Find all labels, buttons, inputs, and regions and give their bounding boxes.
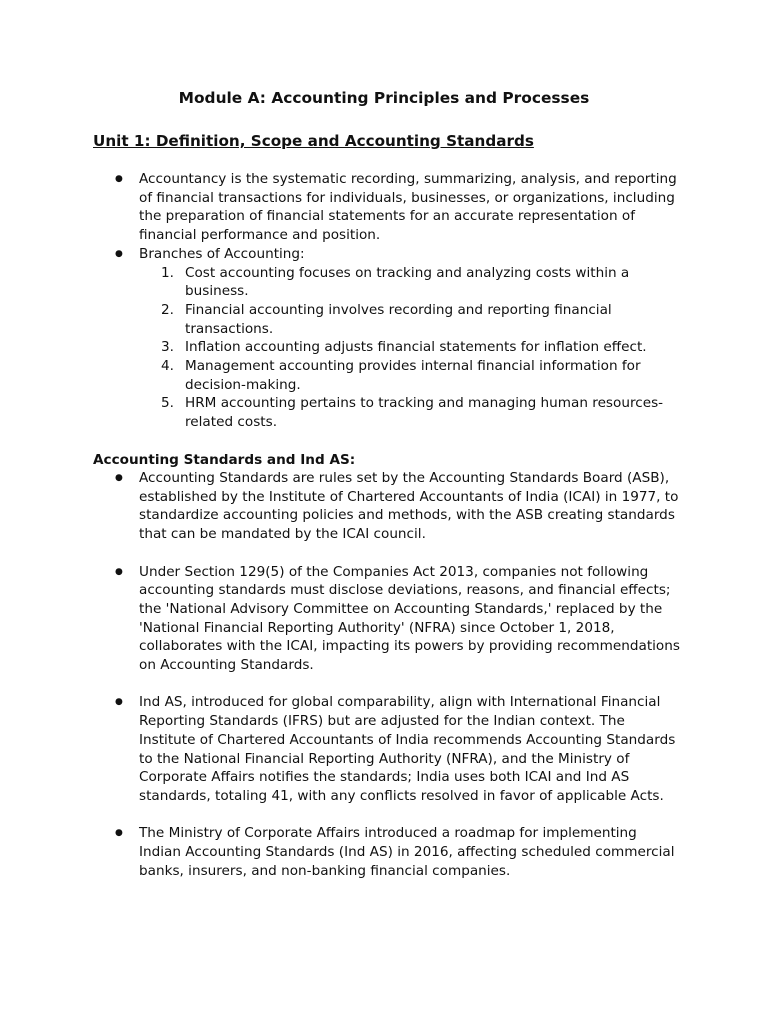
bullet-text: The Ministry of Corporate Affairs introduced a roadmap for implementing Indian Accounting Standards (Ind AS) in 2016, affecting scheduled commercial banks, insurers, and non-banking financial companies. (139, 825, 675, 879)
bullet-item (0, 824, 680, 880)
branch-text: Cost accounting focuses on tracking and analyzing costs within a business. (185, 264, 630, 300)
bullet-item (0, 469, 680, 544)
branch-item (139, 338, 685, 357)
intro-bullet-list (0, 170, 768, 432)
bullet-item (0, 563, 680, 675)
branch-item (139, 301, 685, 338)
bullet-text: Under Section 129(5) of the Companies Act 2013, companies not following accounting standards must disclose deviations, reasons, and financial effects; the 'National Advisory Committee on Accounting Standards,' replaced by the 'National Financial Reporting Authority' (NFRA) since October 1, 2018, collaborates with the ICAI, impacting its powers by providing recommendations on Accounting Standards. (139, 563, 680, 674)
bullet-item (0, 170, 680, 245)
bullet-text: Accountancy is the systematic recording, summarizing, analysis, and reporting of financial transactions for individuals, businesses, or organizations, including the preparation of financial statements for an accurate representation of financial performance and position. (139, 171, 677, 244)
branch-number: 4. (161, 358, 174, 375)
unit-heading: Unit 1: Definition, Scope and Accounting Standards (93, 132, 534, 150)
standards-bullet-list (0, 469, 768, 880)
bullet-item (0, 245, 680, 432)
branch-item (139, 394, 685, 431)
bullet-text: Accounting Standards are rules set by the Accounting Standards Board (ASB), established by the Institute of Chartered Accountants of India (ICAI) in 1977, to standardize accounting policies and methods, with the ASB creating standards that can be mandated by the ICAI council. (139, 470, 679, 543)
section-heading: Accounting Standards and Ind AS: (93, 452, 356, 468)
branch-number: 3. (161, 339, 174, 356)
page-title: Module A: Accounting Principles and Processes (178, 89, 590, 107)
branch-text: Management accounting provides internal financial information for decision-making. (185, 358, 641, 393)
branch-text: Inflation accounting adjusts financial statements for inflation effect. (185, 339, 647, 356)
bullet-text: Ind AS, introduced for global comparability, align with International Financial Reporting Standards (IFRS) but are adjusted for the Indian context. The Institute of Chartered Accountants of India recommends Accounting Standards to the National Financial Reporting Authority (NFRA), and the Ministry of Corporate Affairs notifies the standards; India uses both ICAI and Ind AS standards, totaling 41, with any conflicts resolved in favor of applicable Acts. (139, 694, 676, 804)
branch-number: 2. (161, 301, 174, 318)
branches-list (139, 264, 680, 432)
branch-text: Financial accounting involves recording and reporting financial transactions. (185, 301, 612, 337)
bullet-item (0, 693, 680, 805)
branch-number: 5. (161, 395, 174, 412)
bullet-text: Branches of Accounting: (139, 245, 305, 262)
branch-text: HRM accounting pertains to tracking and managing human resources-related costs. (185, 395, 664, 431)
branch-item (139, 357, 685, 394)
branch-item (139, 264, 685, 301)
branch-number: 1. (161, 264, 174, 281)
